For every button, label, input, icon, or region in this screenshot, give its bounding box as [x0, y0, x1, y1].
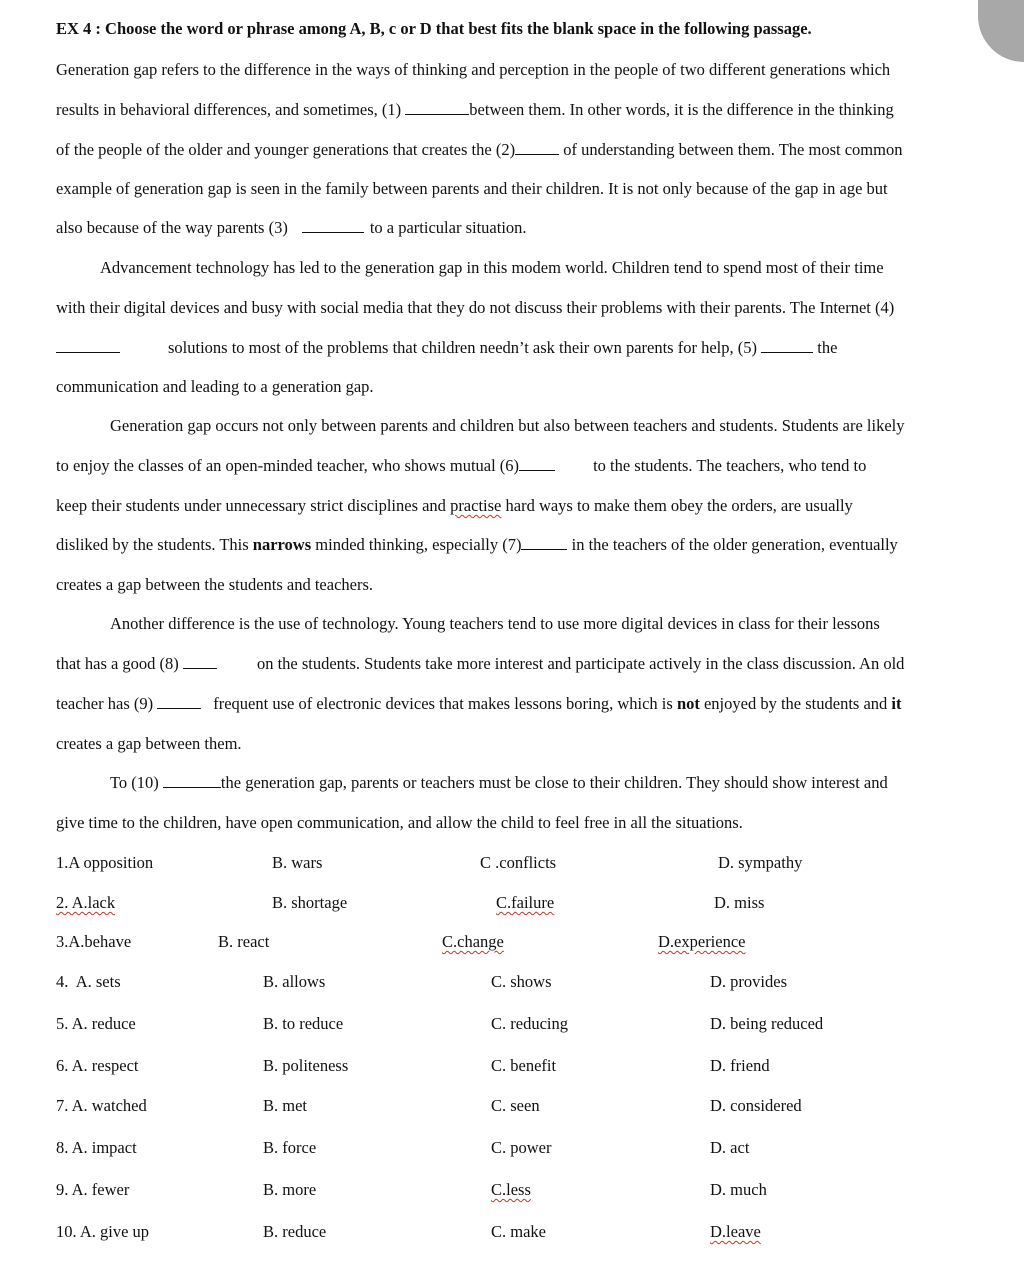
blank-7[interactable]	[521, 535, 567, 550]
option-a[interactable]: 10. A. give up	[56, 1222, 150, 1241]
passage-line	[56, 813, 743, 833]
passage-line	[56, 535, 898, 555]
passage-text: give time to the children, have open communication, and allow the child to feel free in all the situations.	[56, 813, 743, 832]
blank-5[interactable]	[761, 338, 813, 353]
option-c[interactable]: C.failure	[496, 893, 555, 912]
passage-line	[56, 575, 373, 595]
blank-6[interactable]	[519, 456, 555, 471]
option-d[interactable]: D. considered	[710, 1096, 802, 1115]
option-b[interactable]: B. allows	[263, 972, 326, 991]
passage-line	[110, 614, 880, 634]
option-c[interactable]: C .conflicts	[480, 853, 557, 872]
passage-text: Another difference is the use of technology. Young teachers tend to use more digital devices in class for their lessons	[110, 614, 880, 633]
option-row-10	[56, 1222, 996, 1244]
option-row-2	[56, 893, 996, 915]
option-d[interactable]: D. miss	[714, 893, 765, 912]
blank-10[interactable]	[163, 773, 221, 788]
blank-3[interactable]	[302, 218, 364, 233]
passage-text: not	[676, 694, 700, 713]
passage-line	[56, 377, 374, 397]
passage-line	[110, 416, 905, 436]
option-a[interactable]: 5. A. reduce	[56, 1014, 136, 1033]
passage-text: To (10)	[110, 773, 159, 792]
passage-text: between them. In other words, it is the difference in the thinking	[469, 100, 894, 119]
passage-text: to a particular situation.	[369, 218, 527, 237]
option-row-9	[56, 1180, 996, 1202]
passage-line	[56, 456, 866, 476]
option-d[interactable]: D. act	[710, 1138, 750, 1157]
passage-text: it	[891, 694, 902, 713]
passage-line	[56, 734, 242, 754]
passage-text: minded thinking, especially (7)	[315, 535, 522, 554]
passage-text: with their digital devices and busy with social media that they do not discuss their problems with their parents. The Internet (4)	[56, 298, 895, 317]
passage-line	[56, 179, 888, 199]
option-d[interactable]: D. friend	[710, 1056, 770, 1075]
passage-text: Generation gap occurs not only between parents and children but also between teachers and students. Students are likely	[110, 416, 905, 435]
option-d[interactable]: D. provides	[710, 972, 787, 991]
passage-text: narrows	[252, 535, 312, 554]
passage-text: of understanding between them. The most common	[563, 140, 903, 159]
option-c[interactable]: C. power	[491, 1138, 552, 1157]
passage-text: enjoyed by the students and	[703, 694, 888, 713]
passage-text: creates a gap between the students and teachers.	[56, 575, 374, 594]
option-b[interactable]: B. reduce	[263, 1222, 327, 1241]
option-d[interactable]: D.leave	[710, 1222, 761, 1241]
passage-line	[56, 100, 894, 120]
option-row-6	[56, 1056, 996, 1078]
option-b[interactable]: B. shortage	[272, 893, 348, 912]
passage-line	[56, 694, 902, 714]
passage-line	[56, 60, 890, 80]
blank-1[interactable]	[405, 100, 469, 115]
option-b[interactable]: B. to reduce	[263, 1014, 344, 1033]
passage-text: teacher has (9)	[56, 694, 154, 713]
passage-line	[56, 298, 894, 318]
option-b[interactable]: B. wars	[272, 853, 323, 872]
option-b[interactable]: B. politeness	[263, 1056, 349, 1075]
passage-line	[100, 258, 884, 278]
passage-text: that has a good (8)	[56, 654, 179, 673]
option-a[interactable]: 3.A.behave	[56, 932, 132, 951]
option-b[interactable]: B. more	[263, 1180, 317, 1199]
option-c[interactable]: C.change	[442, 932, 504, 951]
passage-text: creates a gap between them.	[56, 734, 242, 753]
passage-line	[56, 654, 904, 674]
passage-text: on the students. Students take more interest and participate actively in the class discussion. An old	[256, 654, 905, 673]
option-row-7	[56, 1096, 996, 1118]
option-b[interactable]: B. react	[218, 932, 270, 951]
passage-text: example of generation gap is seen in the family between parents and their children. It is not only because of the gap in age but	[56, 179, 888, 198]
passage-line	[56, 140, 902, 160]
passage-text: frequent use of electronic devices that makes lessons boring, which is	[213, 694, 673, 713]
passage-text: Advancement technology has led to the generation gap in this modem world. Children tend to spend most of their time	[100, 258, 884, 277]
option-a[interactable]: 1.A opposition	[56, 853, 154, 872]
option-c[interactable]: C. shows	[491, 972, 552, 991]
option-d[interactable]: D. being reduced	[710, 1014, 824, 1033]
option-row-1	[56, 853, 996, 875]
option-c[interactable]: C.less	[491, 1180, 531, 1199]
passage-line	[56, 496, 853, 516]
option-b[interactable]: B. met	[263, 1096, 307, 1115]
option-row-4	[56, 972, 996, 994]
passage-text: also because of the way parents (3)	[56, 218, 288, 237]
passage-text: the generation gap, parents or teachers must be close to their children. They should show interest and	[220, 773, 888, 792]
passage-text: hard ways to make them obey the orders, are usually	[505, 496, 853, 515]
option-d[interactable]: D. sympathy	[718, 853, 803, 872]
option-a[interactable]: 9. A. fewer	[56, 1180, 130, 1199]
passage-text: practise	[450, 496, 502, 515]
passage-text: of the people of the older and younger generations that creates the (2)	[56, 140, 516, 159]
passage-line	[110, 773, 888, 793]
blank-8[interactable]	[183, 654, 217, 669]
passage-text: disliked by the students. This	[56, 535, 249, 554]
option-a[interactable]: 4. A. sets	[56, 972, 121, 991]
passage-line	[56, 338, 837, 358]
passage-text: Generation gap refers to the difference in the ways of thinking and perception in the people of two different generations which	[56, 60, 891, 79]
blank-4[interactable]	[56, 338, 120, 353]
option-a[interactable]: 7. A. watched	[56, 1096, 147, 1115]
blank-2[interactable]	[515, 140, 559, 155]
blank-9[interactable]	[157, 694, 201, 709]
option-c[interactable]: C. seen	[491, 1096, 540, 1115]
option-d[interactable]: D.experience	[658, 932, 746, 951]
passage-text: communication and leading to a generation gap.	[56, 377, 374, 396]
exercise-heading: EX 4 : Choose the word or phrase among A, B, c or D that best fits the blank space in the following passage.	[56, 19, 812, 38]
passage-text: results in behavioral differences, and sometimes, (1)	[56, 100, 402, 119]
option-row-8	[56, 1138, 996, 1160]
option-a[interactable]: 2. A.lack	[56, 893, 116, 912]
option-c[interactable]: C. benefit	[491, 1056, 557, 1075]
passage-text: to the students. The teachers, who tend to	[593, 456, 867, 475]
passage-line	[56, 218, 527, 238]
option-row-3	[56, 932, 996, 954]
option-a[interactable]: 8. A. impact	[56, 1138, 137, 1157]
passage-text: the	[817, 338, 838, 357]
option-c[interactable]: C. make	[491, 1222, 546, 1241]
passage-text: keep their students under unnecessary strict disciplines and	[56, 496, 446, 515]
page-corner-shape	[978, 0, 1024, 62]
option-b[interactable]: B. force	[263, 1138, 317, 1157]
option-c[interactable]: C. reducing	[491, 1014, 568, 1033]
passage-text: to enjoy the classes of an open-minded teacher, who shows mutual (6)	[56, 456, 520, 475]
option-a[interactable]: 6. A. respect	[56, 1056, 139, 1075]
option-d[interactable]: D. much	[710, 1180, 767, 1199]
passage-text: in the teachers of the older generation, eventually	[571, 535, 898, 554]
passage-text: solutions to most of the problems that children needn’t ask their own parents for help, (5)	[168, 338, 757, 357]
option-row-5	[56, 1014, 996, 1036]
